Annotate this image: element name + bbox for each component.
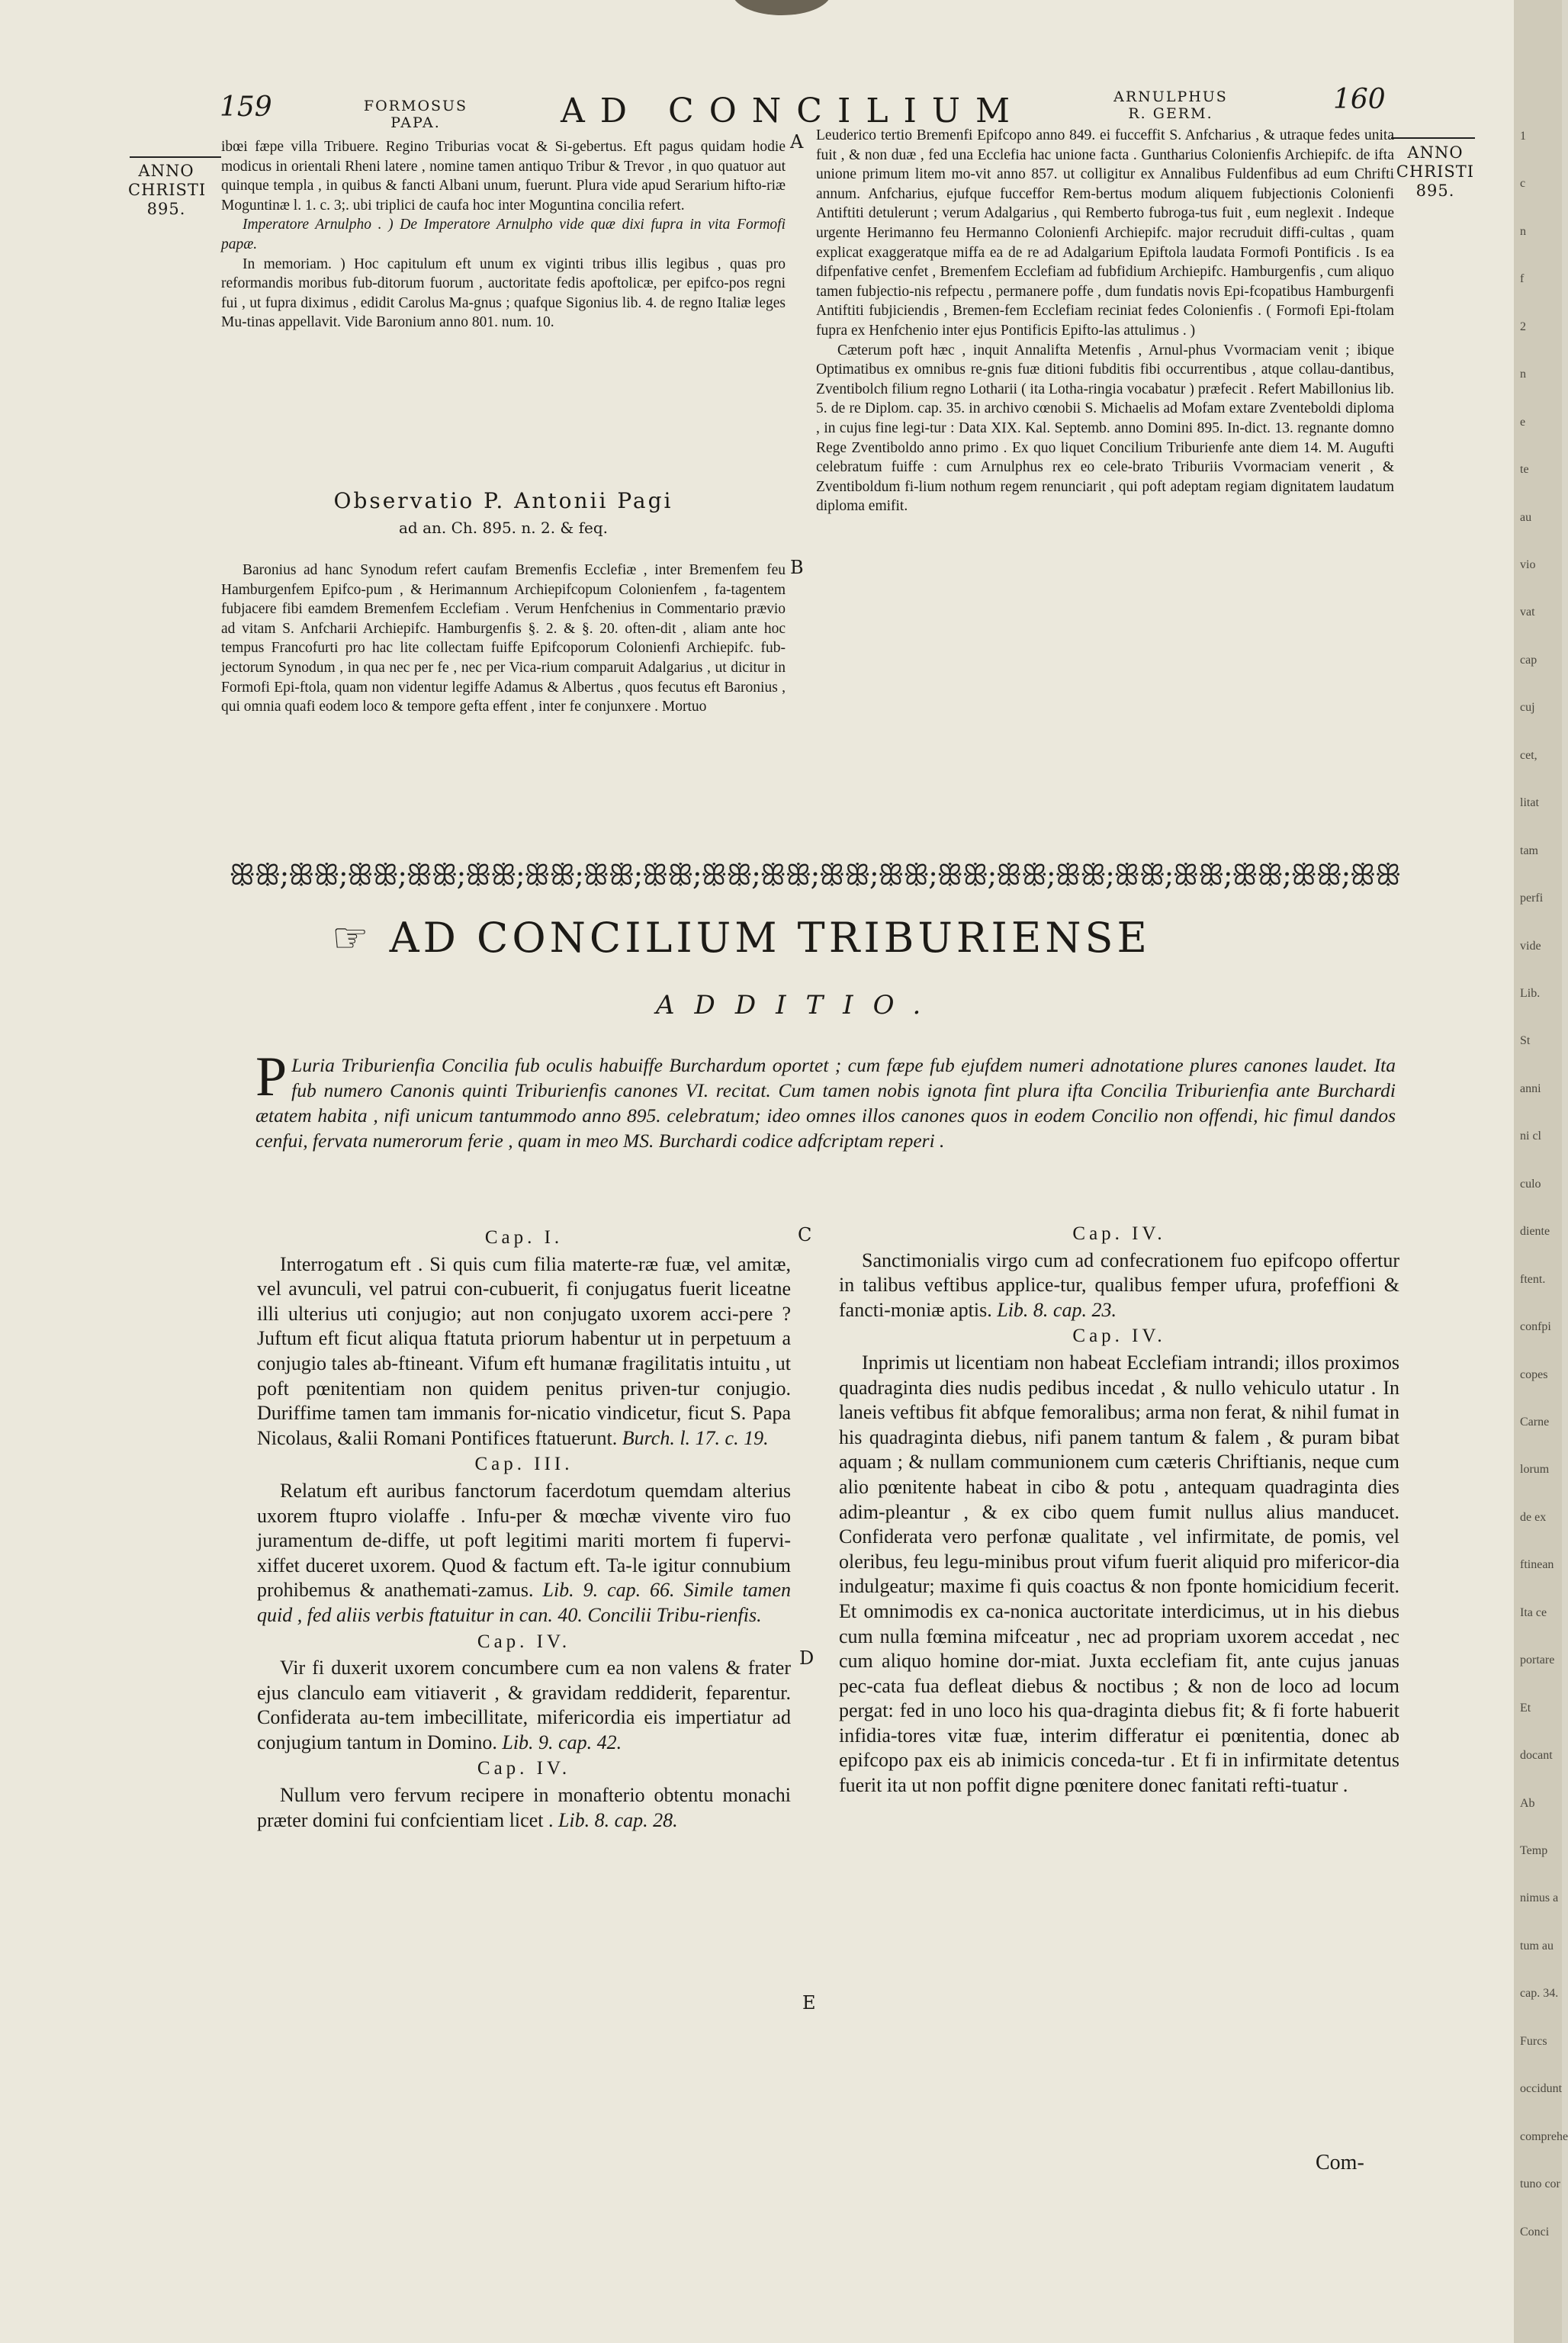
canon-heading: Cap. IV. xyxy=(477,1758,571,1779)
canon-body: Nullum vero fervum recipere in monafterio obtentu monachi præter domini fui confcientiam licet . xyxy=(257,1784,791,1831)
adjacent-page-fragment: Ita ce xyxy=(1520,1606,1547,1619)
right-canons-column xyxy=(839,1220,1399,1798)
canon-reference: Lib. 9. cap. 42. xyxy=(502,1731,622,1753)
canon-block xyxy=(839,1324,1399,1798)
adjacent-page-fragment: culo xyxy=(1520,1178,1541,1191)
adjacent-page-fragment: cuj xyxy=(1520,701,1535,714)
canon-text xyxy=(839,1249,1399,1323)
adjacent-page-fragment: ftinean xyxy=(1520,1558,1554,1571)
adjacent-page-fragment: vat xyxy=(1520,606,1535,619)
adjacent-page-fragment: Et xyxy=(1520,1702,1531,1715)
adjacent-page-fragment: tam xyxy=(1520,844,1538,857)
adjacent-page-fragment: nimus a xyxy=(1520,1891,1559,1904)
adjacent-page-fragment: Furcs xyxy=(1520,2035,1547,2048)
adjacent-page-fragment: Lib. xyxy=(1520,987,1541,1000)
adjacent-page-fragment: 1 xyxy=(1520,130,1526,143)
margin-note-right-line3: 895. xyxy=(1415,182,1455,200)
margin-note-right-line2: CHRISTI xyxy=(1396,162,1475,181)
observatio-subtitle: ad an. Ch. 895. n. 2. & feq. xyxy=(399,519,608,537)
adjacent-page-fragment: portare xyxy=(1520,1654,1555,1666)
adjacent-page-fragment: lorum xyxy=(1520,1463,1550,1476)
left-top-paragraph-2: Imperatore Arnulpho . ) De Imperatore Arnulpho vide quæ dixi fupra in vita Formofi papæ. xyxy=(221,217,786,252)
intro-paragraph xyxy=(255,1046,1396,1153)
canon-heading: Cap. IV. xyxy=(1072,1223,1166,1244)
page-number-right: 160 xyxy=(1333,84,1386,115)
canon-text xyxy=(257,1783,791,1833)
adjacent-page-fragment: Temp xyxy=(1520,1844,1548,1857)
canon-block xyxy=(257,1630,791,1756)
canon-text xyxy=(257,1656,791,1755)
canon-body: Sanctimonialis virgo cum ad confecrationem fuo epifcopo offertur in talibus veftibus applice-tur, qualibus femper ufura, profeffioni & fancti-moniæ aptis. xyxy=(839,1249,1399,1321)
adjacent-page-fragment: f xyxy=(1520,272,1525,285)
drop-cap: P xyxy=(255,1046,288,1108)
running-head-left-line1: FORMOSUS xyxy=(363,98,468,114)
canon-text xyxy=(257,1252,791,1451)
adjacent-page-fragment: diente xyxy=(1520,1225,1550,1238)
adjacent-page-fragment: ni cl xyxy=(1520,1130,1541,1143)
canon-heading: Cap. I. xyxy=(484,1227,564,1248)
adjacent-page-fragment: St xyxy=(1520,1034,1531,1047)
canon-heading: Cap. IV. xyxy=(1072,1326,1166,1347)
canon-reference: Lib. 9. cap. 66. Simile tamen quid , fed aliis verbis ftatuitur in can. 40. Concilii Tribu-rienfis. xyxy=(257,1579,791,1626)
adjacent-page-fragment: copes xyxy=(1520,1368,1548,1381)
observatio-text-column xyxy=(221,561,786,717)
canon-body: Relatum eft auribus fanctorum facerdotum quemdam alterius uxorem ftupro violaffe . Infu-per & mœchæ vivente viro fuo juramentum de-diffe, ut poft legitimi mariti mortem fi fupervi-xiffet duceret uxorem. Quod & factum eft. Ta-le igitur connubium prohibemus & anathemati-zamus. xyxy=(257,1479,791,1602)
margin-note-left-line1: ANNO xyxy=(138,162,194,180)
adjacent-page-fragment: Carne xyxy=(1520,1416,1550,1429)
margin-note-right-line1: ANNO xyxy=(1407,143,1464,162)
running-head-right xyxy=(1110,88,1232,122)
margin-note-left-line3: 895. xyxy=(146,200,186,218)
running-title: AD CONCILIUM xyxy=(561,92,1026,130)
canon-reference: Lib. 8. cap. 23. xyxy=(997,1298,1117,1321)
running-head-left-line2: PAPA. xyxy=(390,114,441,131)
adjacent-page-fragment: litat xyxy=(1520,796,1539,809)
adjacent-page-fragment: 2 xyxy=(1520,320,1526,333)
adjacent-page-fragment: c xyxy=(1520,177,1526,190)
adjacent-page-edge xyxy=(1514,0,1568,2343)
margin-rule-left xyxy=(130,156,221,158)
adjacent-page-fragment: n xyxy=(1520,368,1526,381)
left-top-paragraph-3: In memoriam. ) Hoc capitulum eft unum ex viginti tribus illis legibus , quas pro reformandis moribus fub-ditorum fuorum , auctoritate fedis apoftolicæ, per epifco-pos regni fui , ut fupra diximus , edidit Carolus Ma-gnus ; quafque Sigonius lib. 4. de regno Italiæ leges Mu-tinas appellavit. Vide Baronium anno 801. num. 10. xyxy=(221,256,786,331)
canon-body: Interrogatum eft . Si quis cum filia materte-ræ fuæ, vel amitæ, vel avunculi, vel patrui con-cubuerit, fi conjugatus fuerit liceatne illi ulterius uti conjugio; aut non conjugato uxorem acci-pere ? Juftum eft ficut aliqua ftatuta priorum habentur ut in perpetuum a conjugio tales ab-ftineant. Vifum eft humanæ fragilitatis intuitu , ut poft pœnitentiam non quidem penitus priven-tur conjugio. Duriffime tamen tam immanis for-nicatio vindicetur, ficut S. Papa Nicolaus, &alii Romani Pontifices ftatuerunt. xyxy=(257,1252,791,1449)
margin-rule-right xyxy=(1391,137,1475,139)
margin-note-left xyxy=(128,162,207,219)
adjacent-page-fragment: n xyxy=(1520,225,1526,238)
intro-text: Luria Triburienfia Concilia fub oculis habuiffe Burchardum oportet ; cum fæpe fub ejufdem numeri adnotatione plures canones laudet. Ita fub numero Canonis quinti Triburienfis canones VI. recitat. Cum tamen nobis ignota fint plura ifta Concilia Triburienfia ante Burchardi ætatem habita , nifi unicum tantummodo anno 895. celebratum; ideo omnes illos canones quos in eodem Concilio non offendi, hic fimul dandos cenfui, fervata numerorum ferie , quam in meo MS. Burchardi codice adfcriptam reperi . xyxy=(255,1054,1396,1152)
observatio-paragraph: Baronius ad hanc Synodum refert caufam Bremenfis Ecclefiæ , inter Bremenfem feu Hamburgenfem Epifco-pum , & Herimannum Archiepifcopum Colonienfem , fa-tagentem fubjacere fibi eamdem Bremenfem Ecclefiam . Verum Henfchenius in Commentario prævio ad vitam S. Anfcharii Archiepifc. Hamburgenfis §. 2. & §. 20. often-dit , aliam ante hoc tempus Francofurti pro hac lite collectam fuiffe Epifcoporum Colonienfi Archiepifc. fub-jectorum Synodum , in qua nec per fe , nec per Vica-rium comparuit Adalgarius , ut dicitur in Formofi Epi-ftola, quam non videntur legiffe Adamus & Albertus , quos fecutus eft Baronius , qui omnia quafi eodem loco & tempore gefta effent , inter fe conjunxere . Mortuo xyxy=(221,562,786,715)
canon-block xyxy=(257,1756,791,1833)
section-letter-c: C xyxy=(798,1224,812,1245)
adjacent-page-fragment: e xyxy=(1520,416,1526,429)
canon-heading: Cap. III. xyxy=(474,1454,574,1475)
right-top-column xyxy=(816,126,1394,516)
adjacent-page-fragment: occidunt xyxy=(1520,2082,1563,2095)
adjacent-page-fragment: ftent. xyxy=(1520,1273,1546,1286)
running-head-left xyxy=(358,98,473,131)
page-top-stain xyxy=(732,0,831,15)
adjacent-page-fragment: Ab xyxy=(1520,1797,1535,1810)
right-top-paragraph-2: Cæterum poft hæc , inquit Annalifta Metenfis , Arnul-phus Vvormaciam venit ; ibique Optimatibus ex omnibus re-gnis fuæ ditioni fubditis fibi occurrentibus , atque collau-dantibus, Zventibolch filium regno Lotharii ( ita Lotha-ringia vocabatur ) præfecit . Refert Mabillonius lib. 5. de re Diplom. cap. 35. in archivo cœnobii S. Michaelis ad Mofam extare Zventeboldi diploma , in cujus fine legi-tur : Data XIX. Kal. Septemb. anno Domini 895. In-dict. 13. regnante domno Rege Zventiboldo anno primo . Ex quo liquet Concilium Triburienfe ante diem 14. M. Augufti celebratum fuiffe : cum Arnulphus rex eo cele-brato Triburiis Vvormaciam venerit , & Zventiboldum fi-lium nothum regem renunciarit , qui poft adeptam regiam dignitatem laudatum diploma emifit. xyxy=(816,342,1394,515)
observatio-title: Observatio P. Antonii Pagi xyxy=(333,488,673,513)
adjacent-page-fragment: docant xyxy=(1520,1749,1553,1762)
left-top-paragraph-1: ibœi fæpe villa Tribuere. Regino Triburias vocat & Si-gebertus. Eft pagus quidam hodie modicus in orientali Rheni latere , nomine tamen antiquo Tribur & Trevor , in quo quatuor aut quinque templa , in quibus & fancti Albani unum, fuerunt. Plura vide apud Serarium hifto-riæ Moguntinæ l. 1. c. 3;. ubi triplici de caufa hoc inter Moguntina concilia refert. xyxy=(221,139,786,214)
adjacent-page-fragment: tum au xyxy=(1520,1940,1554,1952)
adjacent-page-fragment: perfi xyxy=(1520,892,1544,905)
running-head-right-line2: R. GERM. xyxy=(1128,105,1213,122)
section-subtitle: ADDITIO. xyxy=(656,990,941,1020)
catchword: Com- xyxy=(1316,2151,1364,2174)
canon-reference: Lib. 8. cap. 28. xyxy=(557,1808,678,1831)
canon-text xyxy=(839,1351,1399,1798)
section-title: ☞ AD CONCILIUM TRIBURIENSE xyxy=(332,914,1151,962)
canon-block xyxy=(257,1452,791,1628)
right-top-paragraph-1: Leuderico tertio Bremenfi Epifcopo anno 849. ei fucceffit S. Anfcharius , & utraque fedes unita fuit , & non duæ , fed una Ecclefia hac unione facta . Guntharius Colonienfis Archiepifc. de ifta unione primum litem mo-vit anno 857. ut colligitur ex Annalibus Fuldenfibus ad eum Chrifti annum. Anfcharius, ejufque fucceffor Rem-bertus modum aliquem fubjectionis Colonienfi Antiftiti detulerunt ; verum Adalgarius , qui Remberto fubroga-tus fuit , eum neglexit . Indeque urgente Herimanno feu Hermanno Colonienfi Archiepifc. major recruduit diffi-cultas , quam explicat exaggeratque miffa ea de re ad Adalgarium Epiftola laudata Formofi Pontificis . Is ea difpenfative cenfet , Bremenfem Ecclefiam ad fubfidium Archiepifc. Hamburgenfis , cum aliquo tamen fubjectio-nis refpectu , permanere poffe , dum fundatis novis Epi-fcopatibus Hamburgenfi Antiftiti fubjiciendis , Bremen-fem Ecclefiam reciniat fedes Colonienfis . ( Formofi Epi-ftolam fupra ex Henfchenio inter ejus Pontificis Epifto-las attulimus . ) xyxy=(816,127,1394,339)
canon-body: Vir fi duxerit uxorem concumbere cum ea non valens & frater ejus clanculo eam vitiaverit , & gravidam reddiderit, feparentur. Confiderata au-tem imbecillitate, mifericordia eis impertiatur ad conjugium tantum in Domino. xyxy=(257,1657,791,1753)
adjacent-page-fragment: cet, xyxy=(1520,749,1537,762)
adjacent-page-fragment: te xyxy=(1520,463,1529,476)
margin-note-left-line2: CHRISTI xyxy=(128,181,207,199)
section-letter-d: D xyxy=(799,1647,815,1669)
adjacent-page-fragment: vide xyxy=(1520,940,1541,953)
adjacent-page-fragment: au xyxy=(1520,511,1532,524)
canon-block xyxy=(839,1222,1399,1323)
adjacent-page-fragment: Conci xyxy=(1520,2226,1550,2239)
adjacent-page-fragment: comprehe xyxy=(1520,2130,1568,2143)
left-canons-column xyxy=(257,1224,791,1833)
canon-reference: Burch. l. 17. c. 19. xyxy=(622,1426,769,1449)
adjacent-page-fragment: tuno cor xyxy=(1520,2177,1560,2190)
section-letter-a: A xyxy=(790,131,804,153)
adjacent-page-fragment: cap xyxy=(1520,654,1537,667)
left-top-column xyxy=(221,137,786,333)
running-head-right-line1: ARNULPHUS xyxy=(1113,88,1228,105)
section-letter-b: B xyxy=(790,557,804,578)
page-number-left: 159 xyxy=(220,92,272,123)
ornamental-rule: ꕥꕥ;ꕥꕥ;ꕥꕥ;ꕥꕥ;ꕥꕥ;ꕥꕥ;ꕥꕥ;ꕥꕥ;ꕥꕥ;ꕥꕥ;ꕥꕥ;ꕥꕥ;ꕥꕥ;ꕥꕥ;ꕥꕥ;ꕥꕥ;ꕥꕥ;ꕥꕥ;ꕥꕥ;ꕥꕥ xyxy=(229,858,1400,892)
adjacent-page-fragment: anni xyxy=(1520,1082,1541,1095)
adjacent-page-fragment: confpi xyxy=(1520,1320,1551,1333)
canon-body: Inprimis ut licentiam non habeat Ecclefiam intrandi; illos proximos quadraginta dies nudis pedibus incedat , & nullo vehiculo utatur . In laneis veftibus fit abfque femoralibus; arma non ferat, & nihil fumat in his quadraginta diebus, nifi panem tantum & falem , & puram bibat aquam ; & nullam communionem cum cæteris Chriftianis, neque cum alio pœnitente habeat in cibo & potu , antequam quadraginta dies adim-pleantur , & ex cibo quem fumit nullus alius manducet. Confiderata vero perfonæ qualitate , vel infirmitate, de pomis, vel oleribus, feu legu-minibus prout vifum fuerit aliquid pro mifericor-dia indulgeatur; maxime fi quis coactus & non fponte homicidium fecerit. Et omnimodis ex ca-nonica auctoritate interdicimus, ut in his diebus cum nulla fœmina mifceatur , nec ad propriam uxorem accedat , nec cum aliquo homine dor-miat. Juxta ecclefiam fit, ante cujus januas pec-cata fua defleat diebus & noctibus ; & non de loco ad locum pergat: fed in uno loco his qua-draginta diebus fit; & fi forte habuerit infidia-tores vitæ fuæ, interim differatur ei pœnitentia, donec ab epifcopo pax eis ab inimicis conceda-tur . Et fi in infirmitate detentus fuerit ita ut non poffit digne pœnitere donec fanitati refti-tuatur . xyxy=(839,1351,1400,1797)
canon-heading: Cap. IV. xyxy=(477,1631,571,1652)
canon-block xyxy=(257,1226,791,1451)
margin-note-right xyxy=(1390,143,1481,201)
canon-text xyxy=(257,1479,791,1628)
adjacent-page-fragment: cap. 34. xyxy=(1520,1987,1559,2000)
adjacent-page-fragment: vio xyxy=(1520,558,1536,571)
section-letter-e: E xyxy=(802,1992,816,2014)
adjacent-page-fragment: de ex xyxy=(1520,1511,1547,1524)
